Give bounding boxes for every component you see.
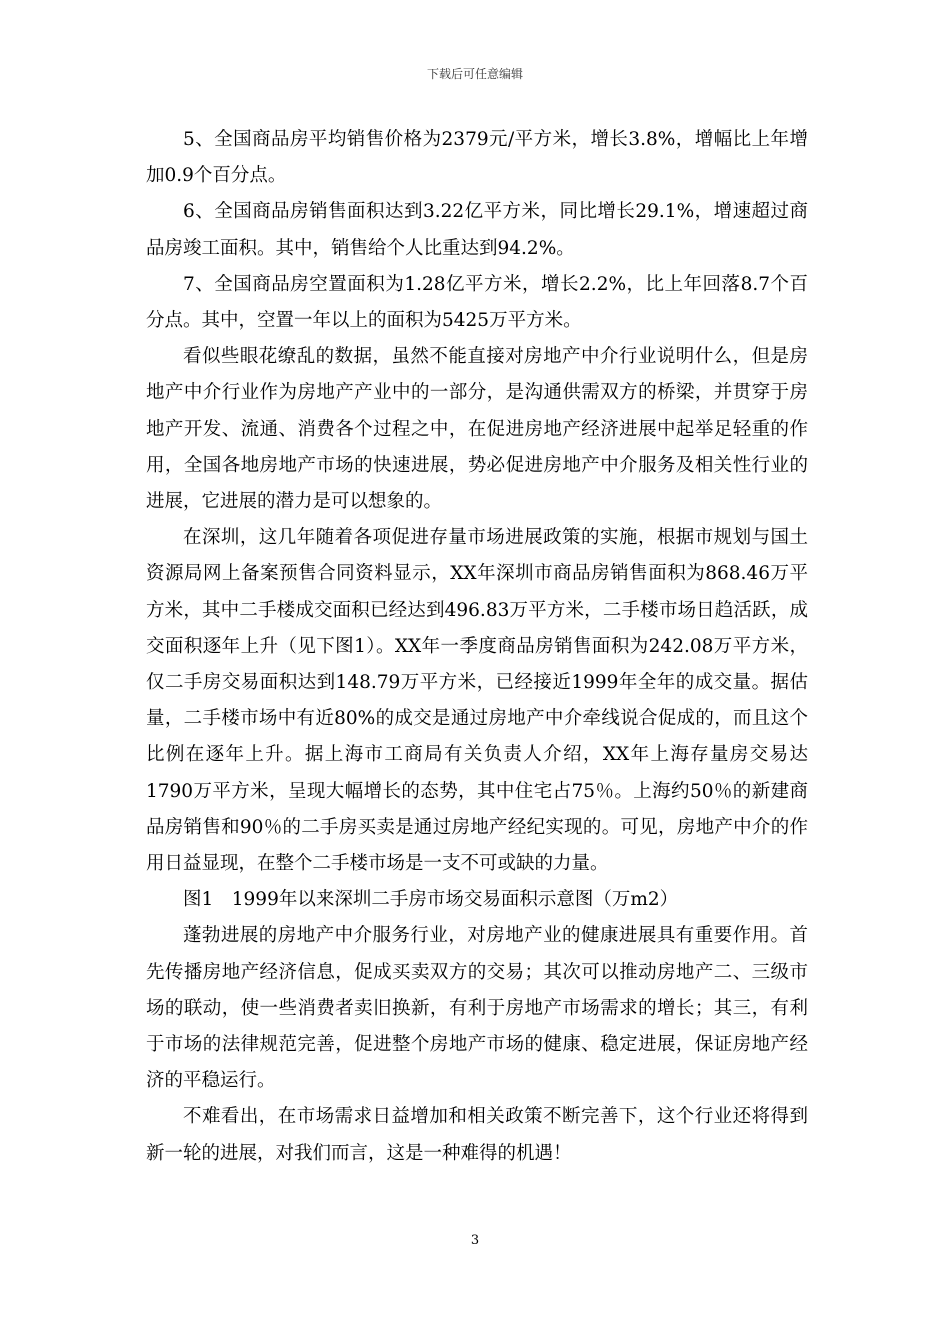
page-number: 3: [470, 1233, 480, 1248]
paragraph-shenzhen-market: 在深圳，这几年随着各项促进存量市场进展政策的实施，根据市规划与国土资源局网上备案预售合同资料显示，XX年深圳市商品房销售面积为868.46万平方米，其中二手楼成交面积已经达到496.83万平方米，二手楼市场日趋活跃，成交面积逐年上升（见下图1）。XX年一季度商品房销售面积为242.08万平方米，仅二手房交易面积达到148.79万平方米，已经接近1999年全年的成交量。据估量，二手楼市场中有近80%的成交是通过房地产中介牵线说合促成的，而且这个比例在逐年上升。据上海市工商局有关负责人介绍，XX年上海存量房交易达1790万平方米，呈现大幅增长的态势，其中住宅占75％。上海约50％的新建商品房销售和90％的二手房买卖是通过房地产经纪实现的。可见，房地产中介的作用日益显现，在整个二手楼市场是一支不可或缺的力量。: [146, 527, 808, 875]
paragraph-sale-price: 5、全国商品房平均销售价格为2379元/平方米，增长3.8%，增幅比上年增加0.9个百分点。: [146, 129, 808, 187]
paragraph-industry-importance: 蓬勃进展的房地产中介服务行业，对房地产业的健康进展具有重要作用。首先传播房地产经济信息，促成买卖双方的交易；其次可以推动房地产二、三级市场的联动，使一些消费者卖旧换新，有利于房地产市场需求的增长；其三，有利于市场的法律规范完善，促进整个房地产市场的健康、稳定进展，保证房地产经济的平稳运行。: [146, 925, 808, 1092]
paragraph-intermediary-role: 看似些眼花缭乱的数据，虽然不能直接对房地产中介行业说明什么，但是房地产中介行业作为房地产产业中的一部分，是沟通供需双方的桥梁，并贯穿于房地产开发、流通、消费各个过程之中，在促进房地产经济进展中起举足轻重的作用，全国各地房地产市场的快速进展，势必促进房地产中介服务及相关性行业的进展，它进展的潜力是可以想象的。: [146, 346, 808, 513]
page-header: 下载后可任意编辑: [426, 67, 523, 81]
figure-caption: 图1 1999年以来深圳二手房市场交易面积示意图（万m2）: [183, 889, 679, 911]
paragraph-sale-area: 6、全国商品房销售面积达到3.22亿平方米，同比增长29.1%，增速超过商品房竣工面积。其中，销售给个人比重达到94.2%。: [146, 201, 808, 259]
paragraph-conclusion: 不难看出，在市场需求日益增加和相关政策不断完善下，这个行业还将得到新一轮的进展，对我们而言，这是一种难得的机遇！: [146, 1106, 808, 1164]
paragraph-vacant-area: 7、全国商品房空置面积为1.28亿平方米，增长2.2%，比上年回落8.7个百分点。其中，空置一年以上的面积为5425万平方米。: [146, 273, 808, 332]
body-text: [146, 122, 808, 1172]
